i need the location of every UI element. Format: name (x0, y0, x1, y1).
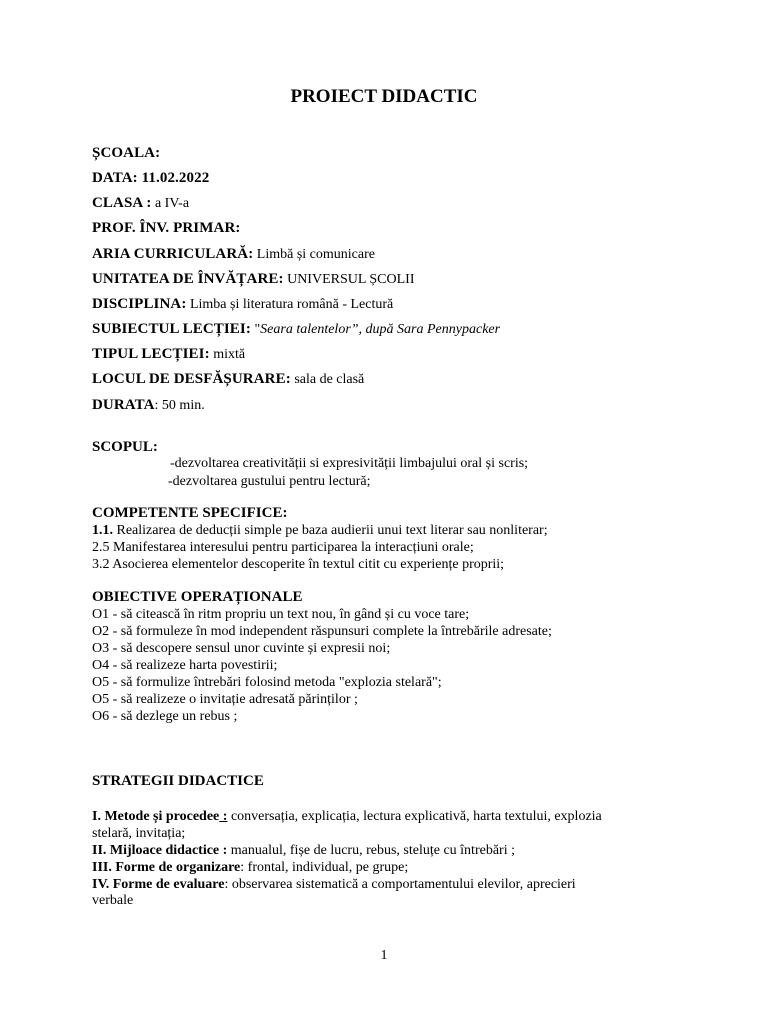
obiectiv-item: O1 - să citească în ritm propriu un text nou, în gând și cu voce tare; (92, 607, 470, 622)
scopul-heading (92, 439, 158, 456)
obiectiv-item: O3 - să descopere sensul unor cuvinte și expresii noi; (92, 641, 391, 656)
field-value: a IV-a (154, 196, 190, 211)
strategie-forme-evaluare (92, 876, 576, 893)
field-label: DURATA (92, 397, 155, 413)
field-label: DISCIPLINA: (92, 296, 187, 312)
field-value: sala de clasă (294, 372, 365, 387)
field-disciplina (92, 296, 393, 313)
strategie-text: conversația, explicația, lectura explicativă, harta textului, explozia (227, 809, 602, 824)
obiective-heading (92, 589, 302, 606)
field-label: PROF. ÎNV. PRIMAR: (92, 220, 241, 236)
page-number: 1 (380, 948, 388, 963)
field-value: Seara talentelor”, după Sara Pennypacker (260, 322, 501, 337)
field-label: UNITATEA DE ÎNVĂȚARE: (92, 271, 284, 287)
competenta-number: 1.1. (92, 523, 113, 538)
scopul-item: -dezvoltarea gustului pentru lectură; (168, 474, 371, 489)
section-heading: STRATEGII DIDACTICE (92, 773, 264, 789)
competenta-item: 3.2 Asocierea elementelor descoperite în textul citit cu experiențe proprii; (92, 557, 505, 572)
competenta-item (92, 522, 548, 539)
strategie-separator: : (219, 809, 228, 824)
field-label: CLASA : (92, 195, 152, 211)
obiectiv-item: O6 - să dezlege un rebus ; (92, 709, 238, 724)
field-value: Limbă și comunicare (256, 247, 375, 262)
strategie-forme-evaluare-cont: verbale (92, 893, 134, 908)
field-label: TIPUL LECȚIEI: (92, 346, 210, 362)
field-durata (92, 397, 205, 414)
scopul-item: -dezvoltarea creativității si expresivității limbajului oral și scris; (170, 456, 529, 471)
field-label: DATA: 11.02.2022 (92, 170, 210, 186)
section-heading: OBIECTIVE OPERAȚIONALE (92, 589, 303, 605)
obiectiv-item: O5 - să formulize întrebări folosind metoda "explozia stelară"; (92, 675, 442, 690)
strategie-text: : frontal, individual, pe grupe; (240, 860, 409, 875)
competenta-text: Realizarea de deducții simple pe baza audierii unui text literar sau nonliterar; (113, 523, 548, 538)
strategie-forme-organizare (92, 859, 408, 876)
field-unitatea (92, 271, 415, 288)
strategii-heading (92, 773, 264, 790)
field-value: mixtă (213, 347, 246, 362)
strategie-text: : observarea sistematică a comportamentului elevilor, aprecieri (224, 877, 576, 892)
competenta-item: 2.5 Manifestarea interesului pentru participarea la interacțiuni orale; (92, 540, 474, 555)
field-value: : 50 min. (154, 398, 205, 413)
field-label: ARIA CURRICULARĂ: (92, 246, 254, 262)
field-clasa (92, 195, 189, 212)
field-label: ȘCOALA: (92, 145, 161, 161)
field-value: Limba și literatura română - Lectură (189, 297, 394, 312)
section-heading: COMPETENTE SPECIFICE: (92, 505, 288, 521)
page-title: PROIECT DIDACTIC (290, 86, 478, 107)
field-data (92, 170, 209, 187)
field-scoala (92, 145, 160, 162)
field-label: LOCUL DE DESFĂȘURARE: (92, 371, 291, 387)
strategie-metode-cont: stelară, invitația; (92, 826, 186, 841)
field-value-prefix: " (254, 322, 261, 337)
strategie-mijloace (92, 842, 515, 859)
obiectiv-item: O4 - să realizeze harta povestirii; (92, 658, 278, 673)
field-locul (92, 371, 364, 388)
strategie-label: IV. Forme de evaluare (92, 877, 225, 892)
strategie-text: manualul, fișe de lucru, rebus, steluțe cu întrebări ; (227, 843, 515, 858)
strategie-label: II. Mijloace didactice : (92, 843, 228, 858)
strategie-metode (92, 808, 602, 825)
competente-heading (92, 505, 287, 522)
strategie-label: I. Metode și procedee (92, 809, 220, 824)
obiectiv-item: O5 - să realizeze o invitație adresată părinților ; (92, 692, 358, 707)
obiectiv-item: O2 - să formuleze în mod independent răspunsuri complete la întrebările adresate; (92, 624, 552, 639)
field-prof (92, 220, 240, 237)
strategie-label: III. Forme de organizare (92, 860, 241, 875)
field-subiectul (92, 321, 500, 338)
section-heading: SCOPUL: (92, 439, 158, 455)
field-label: SUBIECTUL LECȚIEI: (92, 321, 251, 337)
field-tipul (92, 346, 245, 363)
field-value: UNIVERSUL ȘCOLII (287, 272, 415, 287)
field-aria (92, 246, 375, 263)
